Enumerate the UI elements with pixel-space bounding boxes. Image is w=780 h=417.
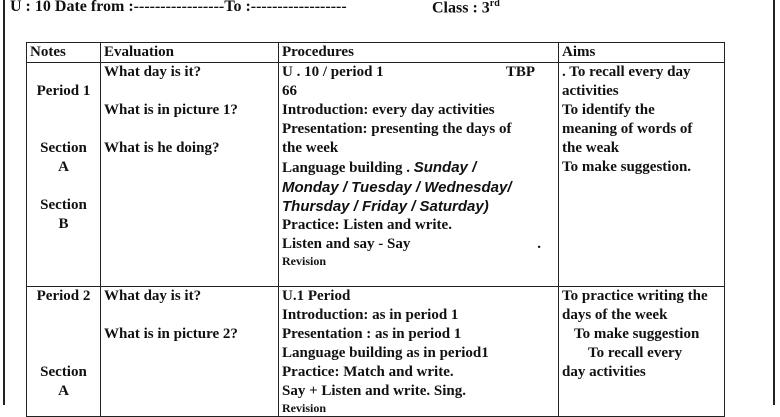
class-label (432, 0, 500, 17)
aim-line: To practice writing the (562, 288, 708, 304)
procedure-line: Practice: Listen and write. (282, 217, 452, 233)
section-label: Section (40, 140, 87, 156)
evaluation-question: What is in picture 2? (104, 326, 238, 342)
column-header-evaluation: Evaluation (101, 43, 279, 63)
page-border-left (3, 0, 5, 405)
procedure-line: the week (282, 140, 339, 156)
procedure-line: Presentation : as in period 1 (282, 326, 462, 342)
aim-line: To identify the (562, 102, 655, 118)
aim-line: activities (562, 83, 619, 99)
procedure-line: Language building as in period1 (282, 345, 489, 361)
language-building-label: Language building . (282, 160, 414, 176)
procedure-line: Practice: Match and write. (282, 364, 454, 380)
days-list: Sunday / (413, 159, 477, 176)
evaluation-question: What day is it? (104, 64, 202, 80)
procedure-line: Say + Listen and write. Sing. (282, 383, 466, 399)
stray-dot: . (537, 236, 541, 252)
table-row-period-1 (27, 63, 725, 287)
page-number: 66 (282, 83, 297, 99)
evaluation-question: What is in picture 1? (104, 102, 238, 118)
aim-line: . To recall every day (562, 64, 691, 80)
procedure-line: Presentation: presenting the days of (282, 121, 512, 137)
aim-line: To make suggestion (574, 326, 700, 342)
evaluation-question: What day is it? (104, 288, 202, 304)
aims-cell (559, 63, 725, 287)
section-letter: A (58, 383, 69, 399)
unit-date-line: U : 10 Date from :-----------------To :------------------ (10, 0, 347, 15)
evaluation-cell (101, 287, 279, 417)
table-row-period-2 (27, 287, 725, 417)
lesson-plan-table (26, 42, 725, 417)
procedures-cell (279, 63, 559, 287)
listen-say: Listen and say - Say (282, 236, 411, 252)
period-label: Period 1 (36, 83, 91, 99)
revision-label: Revision (282, 254, 327, 268)
notes-cell (27, 63, 101, 287)
page-border-right (773, 0, 775, 405)
column-header-notes: Notes (27, 43, 101, 63)
days-list: Thursday / Friday / Saturday) (282, 198, 489, 215)
procedure-line: Introduction: as in period 1 (282, 307, 459, 323)
aim-line: meaning of words of (562, 121, 693, 137)
procedure-line (282, 158, 555, 178)
aim-line: day activities (562, 364, 646, 380)
column-header-procedures: Procedures (279, 43, 559, 63)
procedure-line: Introduction: every day activities (282, 102, 495, 118)
aim-line: the weak (562, 140, 620, 156)
procedure-line: U.1 Period (282, 288, 351, 304)
period-label: Period 2 (36, 288, 91, 304)
lesson-header (10, 0, 500, 17)
days-list: Monday / Tuesday / Wednesday/ (282, 179, 512, 196)
aim-line: days of the week (562, 307, 668, 323)
aim-line: To make suggestion. (562, 159, 692, 175)
section-label: Section (40, 197, 87, 213)
unit-period: U . 10 / period 1 (282, 64, 384, 80)
revision-label: Revision (282, 401, 327, 415)
evaluation-question: What is he doing? (104, 140, 220, 156)
table-header-row (27, 43, 725, 63)
procedures-cell (279, 287, 559, 417)
class-text: Class : 3 (432, 0, 490, 17)
column-header-aims: Aims (559, 43, 725, 63)
notes-cell (27, 287, 101, 417)
procedure-line (282, 235, 555, 254)
section-letter: A (58, 159, 69, 175)
tbp-label: TBP (505, 64, 535, 80)
procedure-line (282, 63, 555, 82)
section-label: Section (40, 364, 87, 380)
section-letter: B (58, 216, 69, 232)
evaluation-cell (101, 63, 279, 287)
aim-line: To recall every (588, 345, 683, 361)
aims-cell (559, 287, 725, 417)
class-superscript: rd (489, 0, 500, 9)
